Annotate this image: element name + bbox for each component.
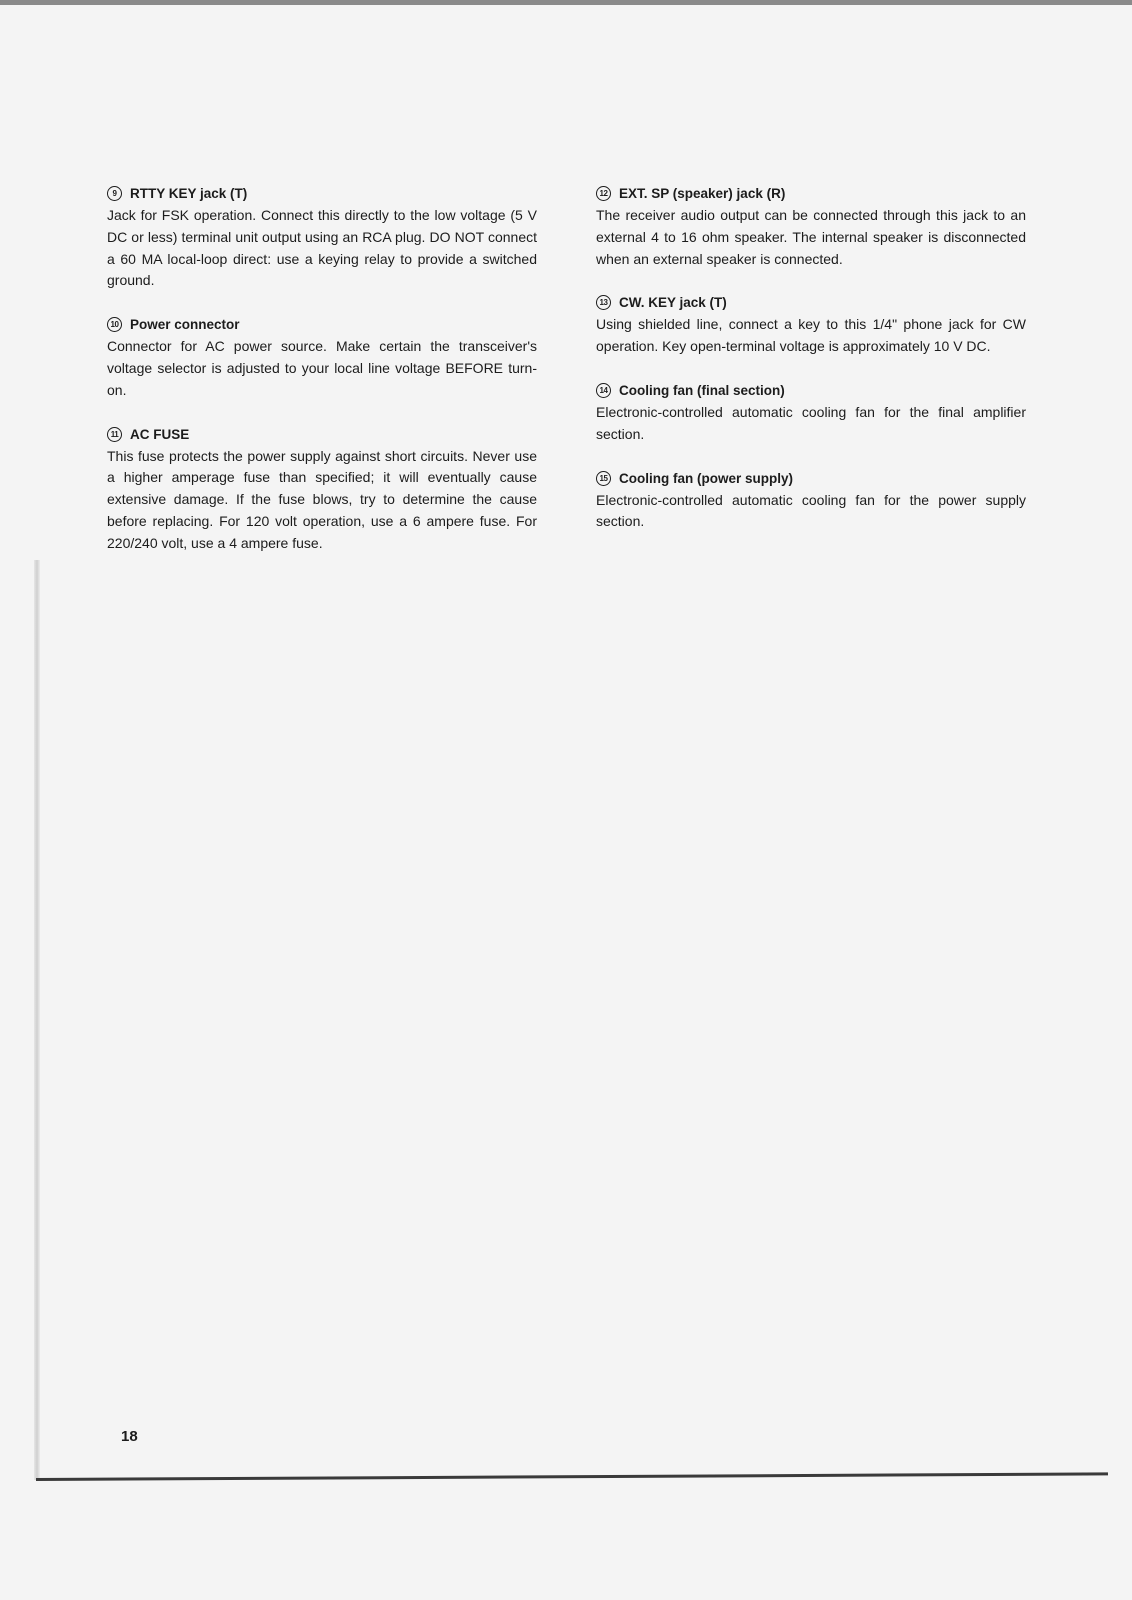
item-number-badge: 12 xyxy=(596,186,611,201)
section-heading: EXT. SP (speaker) jack (R) xyxy=(619,186,786,201)
section-body: Jack for FSK operation. Connect this directly to the low voltage (5 V DC or less) terminal unit output using an RCA plug. DO NOT connect a 60 MA local-loop direct: use a keying relay to provide a switched ground. xyxy=(107,207,537,289)
item-number-badge: 11 xyxy=(107,427,122,442)
section-heading: Power connector xyxy=(130,317,240,333)
right-column xyxy=(596,183,1026,555)
binding-edge xyxy=(34,560,40,1480)
section-rtty-key-jack xyxy=(107,183,537,292)
section-ac-fuse xyxy=(107,424,537,555)
section-cw-key-jack xyxy=(596,292,1026,358)
bottom-rule xyxy=(36,1472,1108,1481)
item-number-badge: 10 xyxy=(107,317,122,332)
item-number-badge: 13 xyxy=(596,295,611,310)
section-heading: Cooling fan (power supply) xyxy=(619,470,793,486)
page-top-edge xyxy=(0,0,1132,5)
section-body: Electronic-controlled automatic cooling fan for the final amplifier section. xyxy=(596,403,1026,442)
item-number-badge: 14 xyxy=(596,383,611,398)
section-cooling-fan-power xyxy=(596,468,1026,534)
section-heading: AC FUSE xyxy=(130,426,190,442)
section-cooling-fan-final xyxy=(596,380,1026,446)
section-body: This fuse protects the power supply against short circuits. Never use a higher amperage fuse than specified; it will eventually cause extensive damage. If the fuse blows, try to determine the cause before replacing. For 120 volt operation, use a 6 ampere fuse. For 220/240 volt, use a 4 ampere fuse. xyxy=(107,447,537,551)
section-heading: CW. KEY jack (T) xyxy=(619,295,727,311)
left-column xyxy=(107,183,537,577)
section-heading: Cooling fan (final section) xyxy=(619,382,785,398)
item-number-badge: 15 xyxy=(596,471,611,486)
section-ext-sp-jack xyxy=(596,183,1026,270)
section-body: The receiver audio output can be connected through this jack to an external 4 to 16 ohm speaker. The internal speaker is disconnected when an external speaker is connected. xyxy=(596,207,1026,267)
section-body: Electronic-controlled automatic cooling fan for the power supply section. xyxy=(596,491,1026,530)
section-heading: RTTY KEY jack (T) xyxy=(130,186,248,201)
section-body: Connector for AC power source. Make certain the transceiver's voltage selector is adjusted to your local line voltage BEFORE turn-on. xyxy=(107,338,537,398)
section-body: Using shielded line, connect a key to this 1/4" phone jack for CW operation. Key open-terminal voltage is approximately 10 V DC. xyxy=(596,316,1026,355)
page-number: 18 xyxy=(121,1428,138,1445)
section-power-connector xyxy=(107,314,537,401)
item-number-badge: 9 xyxy=(107,186,122,201)
